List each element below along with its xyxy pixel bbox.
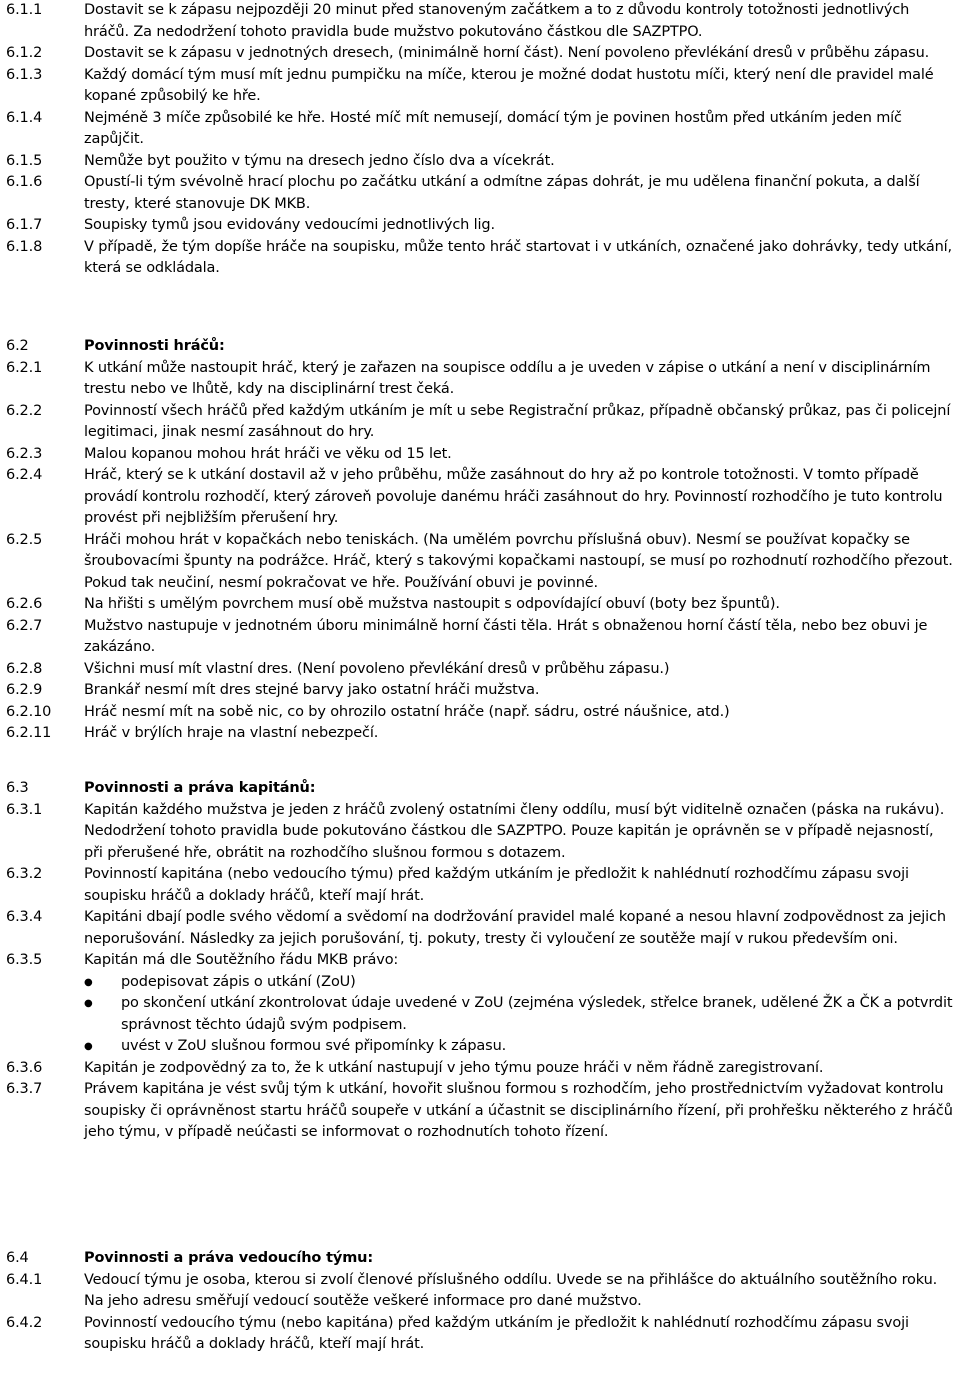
rule-item <box>6 108 956 151</box>
rule-text: Každý domácí tým musí mít jednu pumpičku na míče, kterou je možné dodat hustotu míči, který není dle pravidel malé kopané způsobilý ke hře. <box>84 66 934 104</box>
rule-text: Mužstvo nastupuje v jednotném úboru minimálně horní části těla. Hrát s obnaženou horní částí těla, nebo bez obuvi je zakázáno. <box>84 617 928 655</box>
rule-number: 6.2.10 <box>6 703 52 720</box>
rule-item <box>6 237 956 280</box>
rule-text: Na hřišti s umělým povrchem musí obě mužstva nastoupit s odpovídající obuví (boty bez špuntů). <box>84 596 780 612</box>
rule-item <box>6 907 956 950</box>
bullet-icon: ● <box>84 976 93 988</box>
rule-text: Povinností všech hráčů před každým utkáním je mít u sebe Registrační průkaz, případně občanský průkaz, pas či policejní legitimaci, jinak nesmí zasáhnout do hry. <box>84 402 951 440</box>
rule-number: 6.2.7 <box>6 617 43 634</box>
rule-number: 6.2.11 <box>6 725 52 741</box>
rule-number: 6.2.2 <box>6 402 43 419</box>
rule-item <box>6 1058 956 1080</box>
rule-item <box>6 702 956 724</box>
rule-number: 6.2.6 <box>6 596 43 612</box>
list-item-text: po skončení utkání zkontrolovat údaje uvedené v ZoU (zejména výsledek, střelce branek, udělené ŽK a ČK a potvrdit správnost těchto údajů svým podpisem. <box>121 995 953 1033</box>
rule-item <box>6 1313 956 1356</box>
rule-number: 6.4.1 <box>6 1271 43 1288</box>
rule-item <box>6 659 956 681</box>
rule-item <box>6 215 956 237</box>
rule-number: 6.1.4 <box>6 109 43 126</box>
rule-text: Právem kapitána je vést svůj tým k utkání, hovořit slušnou formou s rozhodčím, jeho prostřednictvím vyžadovat kontrolu soupisky či oprávněnost startu hráčů soupeře v utkání a účastnit se disciplinárního řízení, při prohřešku některého z hráčů jeho týmu, v případě neúčasti se informovat o rozhodnutích tohoto řízení. <box>84 1081 953 1140</box>
rule-number: 6.1.6 <box>6 174 43 190</box>
rule-text: Soupisky tymů jsou evidovány vedoucími jednotlivých lig. <box>84 217 495 233</box>
rule-item <box>6 401 956 444</box>
rule-number: 6.1.5 <box>6 152 43 169</box>
heading-text: Povinnosti a práva kapitánů: <box>84 780 316 796</box>
rule-number: 6.3.6 <box>6 1059 43 1076</box>
rule-text: Hráč nesmí mít na sobě nic, co by ohrozilo ostatní hráče (např. sádru, ostré náušnice, atd.) <box>84 703 730 720</box>
rule-number: 6.2.3 <box>6 445 43 462</box>
rule-number: 6.1.2 <box>6 45 43 61</box>
rule-text: Hráč v brýlích hraje na vlastní nebezpečí. <box>84 725 379 741</box>
section-heading <box>6 336 956 358</box>
rule-item <box>6 594 956 616</box>
rule-text: Opustí-li tým svévolně hrací plochu po začátku utkání a odmítne zápas dohrát, je mu udělena finanční pokuta, a další tresty, které stanovuje DK MKB. <box>84 174 920 212</box>
bullet-icon: ● <box>84 998 93 1009</box>
rule-text: K utkání může nastoupit hráč, který je zařazen na soupisce oddílu a je uveden v zápise o utkání a není v disciplinárním trestu nebo ve lhůtě, kdy na disciplinární trest čeká. <box>84 359 931 397</box>
rule-number: 6.2.5 <box>6 531 43 548</box>
rule-text: V případě, že tým dopíše hráče na soupisku, může tento hráč startovat i v utkáních, označené jako dohrávky, tedy utkání, která se odkládala. <box>84 238 952 276</box>
heading-text: Povinnosti hráčů: <box>84 338 225 354</box>
rule-number: 6.3.4 <box>6 909 43 925</box>
rule-text: Hráč, který se k utkání dostavil až v jeho průběhu, může zasáhnout do hry až po kontrole totožnosti. V tomto případě provádí kontrolu rozhodčí, který zároveň povoluje danému hráči zasáhnout do hry. Povinností rozhodčího je tuto kontrolu provést při nejbližším přerušení hry. <box>84 467 943 526</box>
rule-text: Kapitán každého mužstva je jeden z hráčů zvolený ostatními členy oddílu, musí být viditelně označen (páska na rukávu). Nedodržení tohoto pravidla bude pokutováno částkou dle SAZPTPO. Pouze kapitán je oprávněn se v případě nejasností, při přerušené hře, obrátit na rozhodčího slušnou formou s dotazem. <box>84 801 945 861</box>
rule-item <box>6 358 956 401</box>
rule-text: Kapitáni dbají podle svého vědomí a svědomí na dodržování pravidel malé kopané a nesou hlavní zodpovědnost za jejich neporušování. Následky za jejich porušování, tj. pokuty, tresty či vyloučení ze soutěže mají v rukou především oni. <box>84 909 946 947</box>
rule-text: Brankář nesmí mít dres stejné barvy jako ostatní hráči mužstva. <box>84 682 540 698</box>
list-item-text: uvést v ZoU slušnou formou své připomínky k zápasu. <box>121 1038 507 1054</box>
section-captain-duties <box>6 778 956 1144</box>
rule-number: 6.3.5 <box>6 952 43 968</box>
heading-number: 6.2 <box>6 338 29 354</box>
rule-item <box>6 0 956 43</box>
section-team-duties <box>6 0 956 280</box>
captain-rights-list <box>6 972 956 1058</box>
rule-item <box>6 616 956 659</box>
section-heading <box>6 1248 956 1270</box>
rule-text: Nejméně 3 míče způsobilé ke hře. Hosté míč mít nemusejí, domácí tým je povinen hostům před utkáním jeden míč zapůjčit. <box>84 109 902 147</box>
rule-item <box>6 680 956 702</box>
rule-item <box>6 43 956 65</box>
list-item-text: podepisovat zápis o utkání (ZoU) <box>121 973 356 990</box>
rule-text: Malou kopanou mohou hrát hráči ve věku od 15 let. <box>84 445 452 462</box>
rule-text: Dostavit se k zápasu v jednotných dresech, (minimálně horní část). Není povoleno převlékání dresů v průběhu zápasu. <box>84 45 930 61</box>
rule-number: 6.2.4 <box>6 467 43 483</box>
rule-text: Povinností vedoucího týmu (nebo kapitána) před každým utkáním je předložit k nahlédnutí rozhodčímu zápasu svoji soupisku hráčů a doklady hráčů, kteří mají hrát. <box>84 1314 909 1352</box>
rule-number: 6.2.9 <box>6 682 43 698</box>
rule-item <box>6 65 956 108</box>
rule-item <box>6 1270 956 1313</box>
rule-number: 6.3.1 <box>6 801 43 818</box>
rule-item <box>6 864 956 907</box>
rule-number: 6.1.3 <box>6 66 43 83</box>
list-item <box>84 972 956 994</box>
rule-number: 6.2.1 <box>6 359 43 376</box>
rule-item <box>6 723 956 745</box>
rule-item <box>6 530 956 595</box>
rule-number: 6.2.8 <box>6 660 43 677</box>
rule-item <box>6 465 956 530</box>
rule-text: Kapitán je zodpovědný za to, že k utkání nastupují v jeho týmu pouze hráči v něm řádně zaregistrovaní. <box>84 1059 824 1076</box>
rule-number: 6.1.1 <box>6 2 43 18</box>
list-item <box>84 993 956 1036</box>
heading-number: 6.3 <box>6 780 29 796</box>
rule-number: 6.3.2 <box>6 866 43 882</box>
rule-text: Kapitán má dle Soutěžního řádu MKB právo: <box>84 952 399 968</box>
bullet-icon: ● <box>84 1041 93 1052</box>
rule-number: 6.1.7 <box>6 217 43 233</box>
rule-text: Nemůže byt použito v týmu na dresech jedno číslo dva a vícekrát. <box>84 152 555 169</box>
section-heading <box>6 778 956 800</box>
list-item <box>84 1036 956 1058</box>
rule-number: 6.1.8 <box>6 238 43 255</box>
rule-text: Všichni musí mít vlastní dres. (Není povoleno převlékání dresů v průběhu zápasu.) <box>84 660 670 677</box>
rule-text: Povinností kapitána (nebo vedoucího týmu) před každým utkáním je předložit k nahlédnutí rozhodčímu zápasu svoji soupisku hráčů a doklady hráčů, kteří mají hrát. <box>84 866 909 904</box>
section-team-leader-duties <box>6 1248 956 1356</box>
rule-item <box>6 172 956 215</box>
rule-text: Vedoucí týmu je osoba, kterou si zvolí členové příslušného oddílu. Uvede se na přihlášce do aktuálního soutěžního roku. Na jeho adresu směřují vedoucí soutěže veškeré informace pro dané mužstvo. <box>84 1271 938 1309</box>
rule-item <box>6 1079 956 1144</box>
rule-number: 6.3.7 <box>6 1081 43 1097</box>
rule-item <box>6 800 956 865</box>
rule-text: Dostavit se k zápasu nejpozději 20 minut před stanoveným začátkem a to z důvodu kontroly totožnosti jednotlivých hráčů. Za nedodržení tohoto pravidla bude mužstvo pokutováno částkou dle SAZPTPO. <box>84 2 910 40</box>
section-player-duties <box>6 336 956 745</box>
rule-text: Hráči mohou hrát v kopačkách nebo teniskách. (Na umělém povrchu příslušná obuv). Nesmí se používat kopačky se šroubovacími špunty na podrážce. Hráč, který s takovými kopačkami nastoupí, se musí po rozhodnutí rozhodčího přezout. Pokud tak neučiní, nesmí pokračovat ve hře. Používání obuvi je povinné. <box>84 531 953 591</box>
heading-text: Povinnosti a práva vedoucího týmu: <box>84 1250 373 1266</box>
heading-number: 6.4 <box>6 1250 29 1266</box>
rule-item <box>6 444 956 466</box>
rule-item <box>6 950 956 972</box>
rule-item <box>6 151 956 173</box>
rule-number: 6.4.2 <box>6 1314 43 1331</box>
